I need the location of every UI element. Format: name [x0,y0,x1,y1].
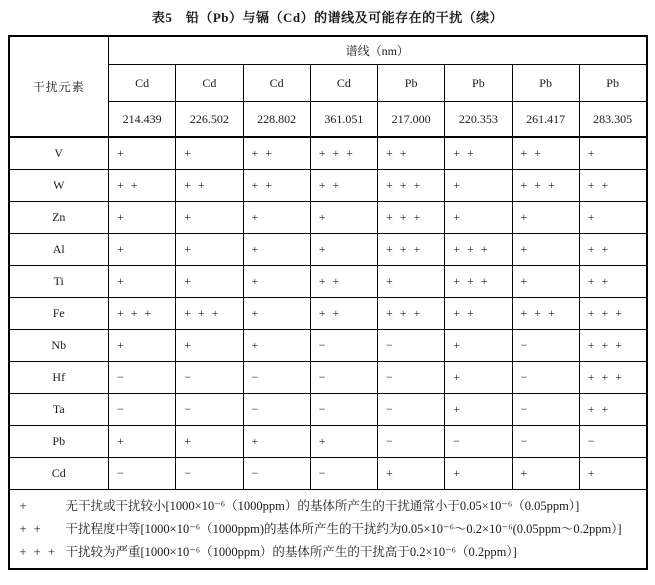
wavelength-header: 217.000 [378,102,445,138]
footnote [20,518,640,541]
interference-level-cell: + [512,202,579,234]
interference-level-cell: + + [109,170,176,202]
interference-level-cell: − [243,362,310,394]
footnotes-cell [9,490,647,570]
interference-level-cell: + [109,426,176,458]
footnote [20,495,640,518]
interference-level-cell: + + + [378,234,445,266]
interference-level-cell: + [445,362,512,394]
interference-level-cell: − [512,394,579,426]
interference-level-cell: − [378,394,445,426]
interference-data-body [9,137,647,490]
analyte-element-header: Cd [176,65,243,102]
interference-level-cell: + + + [512,298,579,330]
interference-level-cell: + [243,426,310,458]
interference-level-cell: − [310,458,377,490]
interference-level-cell: − [243,394,310,426]
interference-level-cell: + + [512,137,579,170]
interference-level-cell: − [310,394,377,426]
interference-level-cell: + [445,330,512,362]
interference-level-cell: + + + [378,170,445,202]
interference-row [9,202,647,234]
interference-level-cell: + [579,202,646,234]
interfering-element-cell: Ta [9,394,109,426]
analyte-element-header: Cd [310,65,377,102]
interference-level-cell: − [109,458,176,490]
interference-level-cell: + [176,330,243,362]
interference-level-cell: + [445,170,512,202]
interference-row [9,394,647,426]
interference-level-cell: + [512,458,579,490]
analyte-element-header: Pb [512,65,579,102]
interference-level-cell: + [378,266,445,298]
interference-level-cell: + + + [109,298,176,330]
interference-level-cell: + [310,234,377,266]
interfering-element-cell: Hf [9,362,109,394]
interference-level-cell: + [378,458,445,490]
interference-level-cell: + + + [512,170,579,202]
wavelength-header: 283.305 [579,102,646,138]
interference-level-cell: − [445,426,512,458]
table-title: 表5 铅（Pb）与镉（Cd）的谱线及可能存在的干扰（续） [151,10,504,25]
interference-level-cell: − [310,362,377,394]
interference-level-cell: + + + [445,266,512,298]
interference-level-cell: + + + [579,330,646,362]
interference-level-cell: + + [579,394,646,426]
interfering-element-cell: W [9,170,109,202]
interference-level-cell: − [579,426,646,458]
interference-level-cell: − [310,330,377,362]
interference-level-cell: + [310,202,377,234]
interference-level-cell: + + [579,266,646,298]
wavelength-header: 226.502 [176,102,243,138]
interference-level-cell: − [109,394,176,426]
interference-level-cell: + + [310,266,377,298]
footnote-text: 无干扰或干扰较小[1000×10⁻⁶（1000ppm）的基体所产生的干扰通常小于0.05×10⁻⁶（0.05ppm）] [65,499,580,513]
wavelength-header: 361.051 [310,102,377,138]
interference-level-cell: + + + [579,298,646,330]
interference-level-cell: + [176,426,243,458]
interference-level-cell: + + + [579,362,646,394]
footnote-text: 干扰较为严重[1000×10⁻⁶（1000ppm）的基体所产生的干扰高于0.2×10⁻⁶（0.2ppm）] [65,545,517,559]
interference-row [9,170,647,202]
interference-level-cell: + [243,266,310,298]
interfering-element-cell: Pb [9,426,109,458]
footnote-symbol: + [19,499,29,513]
interference-level-cell: + + + [378,202,445,234]
footnote-symbol: + + + [19,545,57,559]
corner-header-interfering-element: 干扰元素 [9,36,109,137]
interference-row [9,458,647,490]
interference-level-cell: + [512,234,579,266]
interference-level-cell: + [512,266,579,298]
interference-level-cell: + + [579,170,646,202]
footnote-symbol: + + [19,522,43,536]
interference-level-cell: + [109,234,176,266]
interference-row [9,426,647,458]
interference-level-cell: + [243,330,310,362]
interference-row [9,137,647,170]
interference-level-cell: − [176,362,243,394]
interference-level-cell: + + [378,137,445,170]
analyte-element-header: Pb [445,65,512,102]
interference-level-cell: + [176,234,243,266]
interference-level-cell: + [445,458,512,490]
interference-row [9,266,647,298]
interference-level-cell: + [109,330,176,362]
interference-level-cell: + [445,202,512,234]
interference-level-cell: + [176,266,243,298]
interference-level-cell: − [109,362,176,394]
wavelength-header: 228.802 [243,102,310,138]
interference-level-cell: + + [243,137,310,170]
interfering-element-cell: Al [9,234,109,266]
interference-level-cell: + + [445,137,512,170]
analyte-element-header: Cd [243,65,310,102]
interfering-element-cell: Cd [9,458,109,490]
interference-level-cell: − [378,362,445,394]
interference-level-cell: − [378,330,445,362]
interference-row [9,234,647,266]
interference-level-cell: + + [310,298,377,330]
interference-level-cell: + + + [378,298,445,330]
interference-level-cell: − [512,330,579,362]
interference-level-cell: + [579,137,646,170]
interference-level-cell: + [243,202,310,234]
wavelength-header: 214.439 [109,102,176,138]
spectral-line-header: 谱线（nm） [109,36,647,65]
interference-level-cell: + [176,202,243,234]
footnotes-row [9,490,647,570]
interference-level-cell: + [243,298,310,330]
interference-level-cell: + + + [310,137,377,170]
interference-level-cell: − [176,394,243,426]
interference-level-cell: + + [243,170,310,202]
analyte-element-header: Pb [579,65,646,102]
interference-row [9,330,647,362]
interfering-element-cell: V [9,137,109,170]
interfering-element-cell: Nb [9,330,109,362]
interference-row [9,362,647,394]
interfering-element-cell: Fe [9,298,109,330]
interference-level-cell: + [445,394,512,426]
interference-level-cell: + [176,137,243,170]
interference-level-cell: + [579,458,646,490]
interference-level-cell: + [243,234,310,266]
interfering-element-cell: Ti [9,266,109,298]
interference-level-cell: + [109,266,176,298]
interference-level-cell: − [512,426,579,458]
footnote [20,541,640,564]
interference-level-cell: + + + [176,298,243,330]
analyte-element-header: Pb [378,65,445,102]
interference-row [9,298,647,330]
interference-level-cell: + [310,426,377,458]
interference-level-cell: + [109,202,176,234]
interference-level-cell: + [109,137,176,170]
analyte-element-header: Cd [109,65,176,102]
interference-level-cell: − [176,458,243,490]
interference-level-cell: + + [445,298,512,330]
interference-table [8,35,648,570]
interference-level-cell: + + [310,170,377,202]
wavelength-header: 220.353 [445,102,512,138]
spectral-header-row [9,36,647,65]
wavelength-header: 261.417 [512,102,579,138]
footnote-text: 干扰程度中等[1000×10⁻⁶（1000ppm)的基体所产生的干扰约为0.05×10⁻⁶～0.2×10⁻⁶(0.05ppm～0.2ppm）] [65,522,622,536]
interference-level-cell: − [512,362,579,394]
interference-level-cell: − [243,458,310,490]
interference-level-cell: − [378,426,445,458]
interference-level-cell: + + [176,170,243,202]
interference-level-cell: + + [579,234,646,266]
interference-level-cell: + + + [445,234,512,266]
interfering-element-cell: Zn [9,202,109,234]
